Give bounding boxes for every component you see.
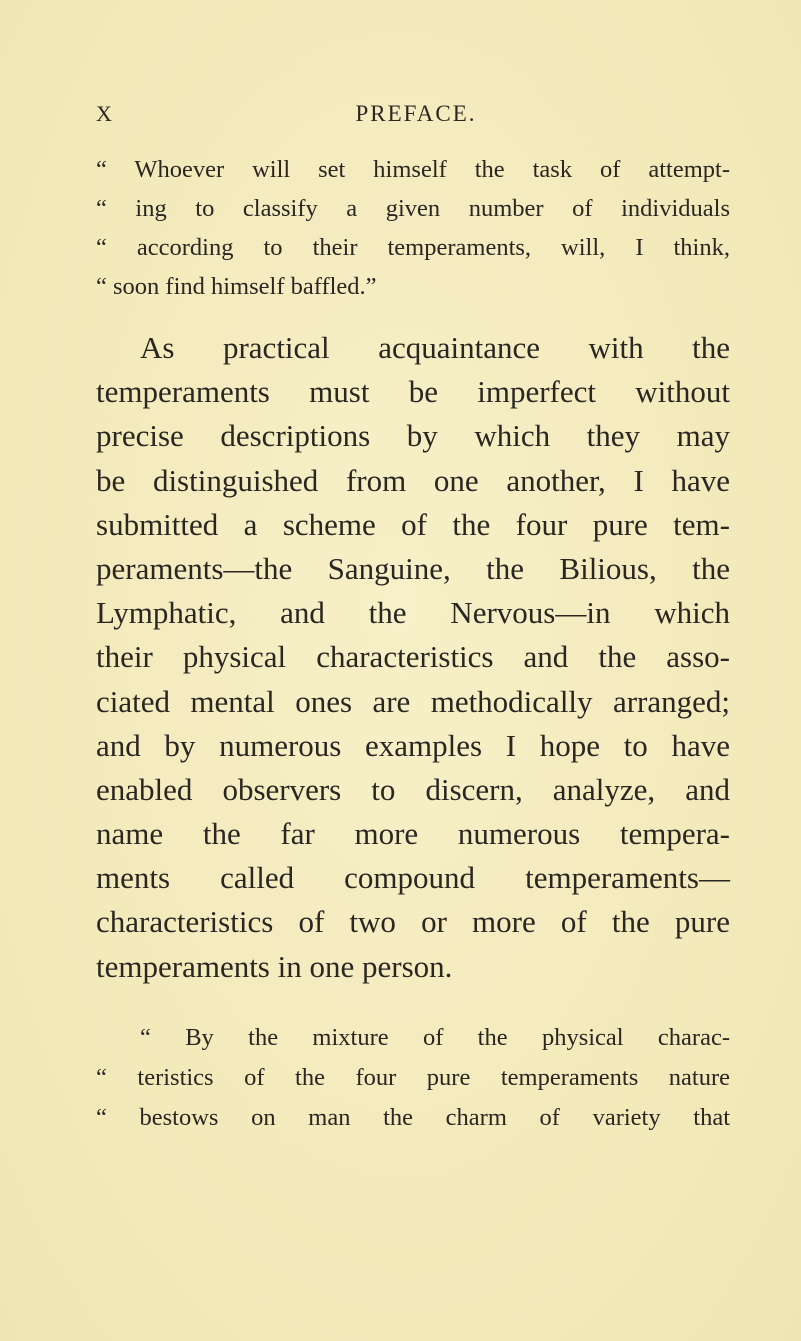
paragraph-line: ciated mental ones are methodically arranged; (96, 683, 730, 719)
paragraph-line: Lymphatic, and the Nervous—in which (96, 595, 730, 631)
quote-line: “ By the mixture of the physical charac- (140, 1024, 730, 1051)
quote-line: “ according to their temperaments, will, I think, (96, 234, 730, 261)
paragraph-line: and by numerous examples I hope to have (96, 727, 730, 763)
quote-line: “ ing to classify a given number of individuals (96, 195, 730, 222)
paragraph-line: temperaments in one person. (96, 948, 453, 984)
paragraph-line: enabled observers to discern, analyze, and (96, 771, 730, 807)
paragraph-line: peraments—the Sanguine, the Bilious, the (96, 550, 730, 586)
paragraph-line: precise descriptions by which they may (96, 418, 730, 454)
opening-quotation (96, 150, 730, 306)
paragraph-line: ments called compound temperaments— (96, 860, 730, 896)
quote-line: “ Whoever will set himself the task of attempt- (96, 156, 730, 183)
paragraph-line: be distinguished from one another, I have (96, 462, 730, 498)
page-number: X (96, 101, 113, 126)
paragraph-line: As practical acquaintance with the (140, 330, 730, 365)
paragraph-line: characteristics of two or more of the pure (96, 904, 730, 940)
quote-line: “ soon find himself baffled.” (96, 273, 377, 300)
page-header (96, 101, 736, 137)
paragraph-line: submitted a scheme of the four pure tem- (96, 506, 730, 542)
running-head: PREFACE. (355, 101, 477, 126)
closing-quotation (96, 1018, 730, 1138)
quote-line: “ teristics of the four pure temperaments nature (96, 1064, 730, 1091)
paragraph-line: their physical characteristics and the asso- (96, 639, 730, 675)
paragraph-line: temperaments must be imperfect without (96, 374, 730, 410)
paragraph-line: name the far more numerous tempera- (96, 816, 730, 852)
quote-line: “ bestows on man the charm of variety that (96, 1104, 730, 1131)
main-paragraph (96, 326, 730, 989)
